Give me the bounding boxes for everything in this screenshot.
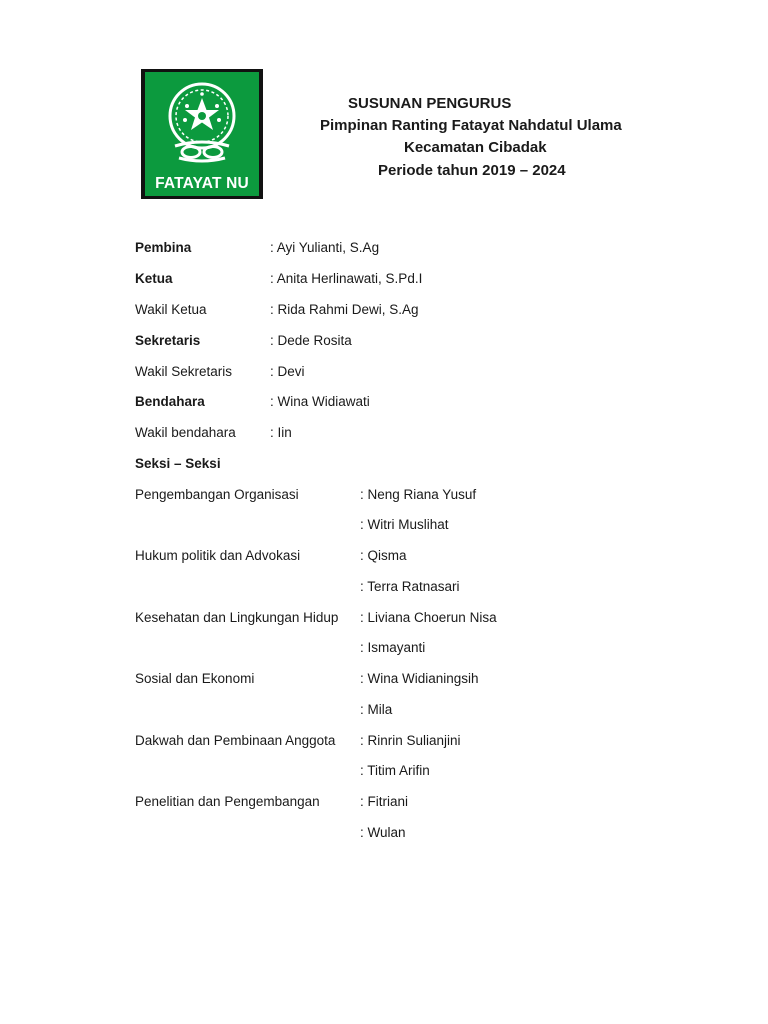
section-member: : Wulan bbox=[360, 825, 406, 840]
officer-label-pembina: Pembina bbox=[135, 240, 192, 255]
section-member: : Qisma bbox=[360, 548, 407, 563]
section-member: : Rinrin Sulianjini bbox=[360, 733, 461, 748]
section-member: : Ismayanti bbox=[360, 640, 426, 655]
section-member: : Neng Riana Yusuf bbox=[360, 487, 477, 502]
section-member: : Fitriani bbox=[360, 794, 409, 809]
officer-label-wakil-bendahara: Wakil bendahara bbox=[135, 425, 236, 440]
officer-label-bendahara: Bendahara bbox=[135, 394, 205, 409]
section-label: Pengembangan Organisasi bbox=[135, 487, 299, 502]
officer-label-wakil-sekretaris: Wakil Sekretaris bbox=[135, 364, 233, 379]
section-member: : Titim Arifin bbox=[360, 763, 430, 778]
district-name: Kecamatan Cibadak bbox=[404, 139, 547, 156]
officer-label-sekretaris: Sekretaris bbox=[135, 333, 201, 348]
section-member: : Terra Ratnasari bbox=[360, 579, 460, 594]
section-label: Penelitian dan Pengembangan bbox=[135, 794, 320, 809]
section-label: Dakwah dan Pembinaan Anggota bbox=[135, 733, 336, 748]
officer-value-bendahara: : Wina Widiawati bbox=[270, 394, 370, 409]
officer-label-wakil-ketua: Wakil Ketua bbox=[135, 302, 207, 317]
fatayat-nu-logo bbox=[141, 69, 263, 199]
officer-value-wakil-bendahara: : Iin bbox=[270, 425, 292, 440]
officer-value-pembina: : Ayi Yulianti, S.Ag bbox=[270, 240, 380, 255]
section-label: Kesehatan dan Lingkungan Hidup bbox=[135, 610, 339, 625]
section-member: : Liviana Choerun Nisa bbox=[360, 610, 497, 625]
section-label: Hukum politik dan Advokasi bbox=[135, 548, 301, 563]
section-member: : Mila bbox=[360, 702, 393, 717]
officer-label-ketua: Ketua bbox=[135, 271, 173, 286]
officer-value-wakil-sekretaris: : Devi bbox=[270, 364, 305, 379]
officer-value-sekretaris: : Dede Rosita bbox=[270, 333, 352, 348]
organization-name: Pimpinan Ranting Fatayat Nahdatul Ulama bbox=[320, 117, 622, 134]
sections-heading: Seksi – Seksi bbox=[135, 456, 221, 471]
officer-value-wakil-ketua: : Rida Rahmi Dewi, S.Ag bbox=[270, 302, 419, 317]
period-text: Periode tahun 2019 – 2024 bbox=[378, 162, 566, 179]
section-member: : Witri Muslihat bbox=[360, 517, 449, 532]
logo-background bbox=[145, 72, 259, 196]
section-label: Sosial dan Ekonomi bbox=[135, 671, 255, 686]
document-title: SUSUNAN PENGURUS bbox=[348, 95, 512, 112]
officer-value-ketua: : Anita Herlinawati, S.Pd.I bbox=[270, 271, 423, 286]
logo-text: FATAYAT NU bbox=[155, 175, 249, 192]
section-member: : Wina Widianingsih bbox=[360, 671, 479, 686]
